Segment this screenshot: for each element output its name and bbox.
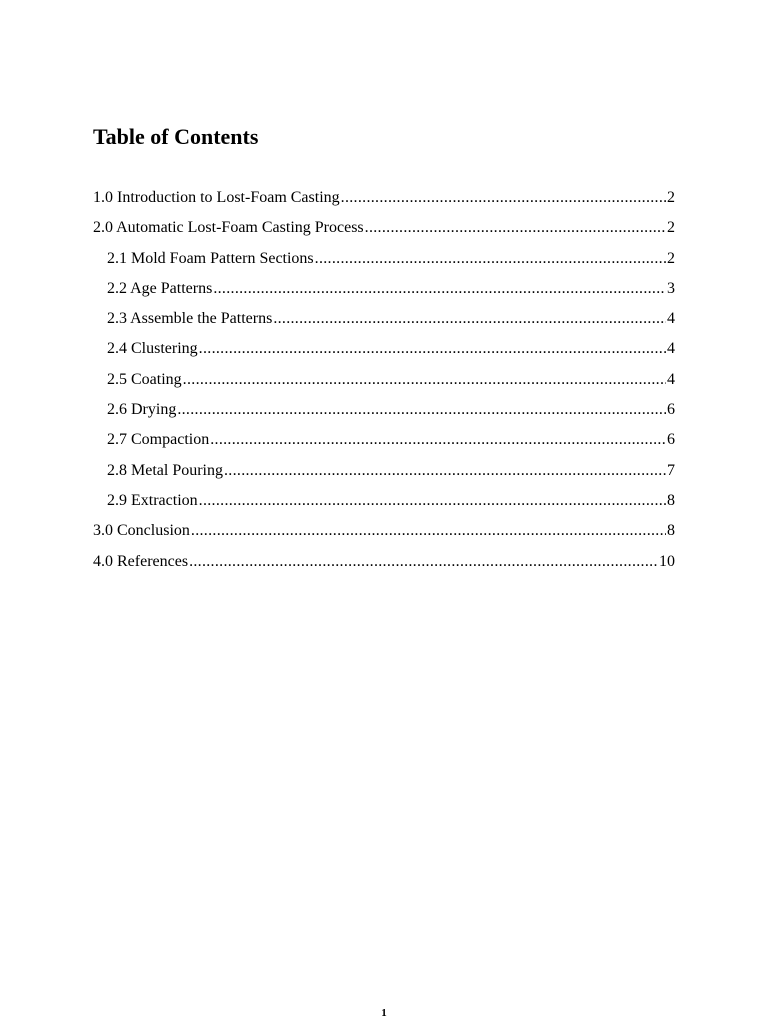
toc-entry-metal-pouring[interactable]	[93, 456, 675, 486]
toc-entry-page: 7	[667, 461, 675, 479]
toc-entry-page: 8	[667, 522, 675, 540]
toc-dot-leader	[224, 456, 666, 486]
toc-dot-leader	[199, 486, 666, 516]
toc-dot-leader	[213, 274, 666, 304]
toc-entry-page: 6	[667, 401, 675, 419]
toc-dot-leader	[341, 183, 666, 213]
toc-entry-label: 1.0 Introduction to Lost-Foam Casting	[93, 189, 340, 206]
toc-dot-leader	[210, 425, 666, 455]
toc-entry-label: 2.0 Automatic Lost-Foam Casting Process	[93, 219, 364, 237]
toc-entry-conclusion[interactable]	[93, 516, 675, 546]
toc-entry-label: 2.5 Coating	[107, 370, 182, 388]
toc-entry-page: 2	[667, 189, 675, 206]
toc-dot-leader	[199, 334, 666, 364]
toc-entry-label: 2.2 Age Patterns	[107, 279, 213, 297]
toc-dot-leader	[315, 244, 666, 274]
toc-entry-label: 2.6 Drying	[107, 401, 177, 419]
toc-entry-label: 2.7 Compaction	[107, 431, 210, 449]
toc-entry-age-patterns[interactable]	[93, 274, 675, 304]
toc-entry-mold-foam-pattern[interactable]	[93, 244, 675, 274]
toc-entry-label: 2.3 Assemble the Patterns	[107, 310, 273, 328]
toc-dot-leader	[365, 213, 666, 243]
toc-entry-page: 6	[667, 431, 675, 449]
toc-entry-page: 4	[667, 310, 675, 328]
toc-entry-page: 4	[667, 340, 675, 358]
toc-entry-coating[interactable]	[93, 365, 675, 395]
toc-entry-label: 2.8 Metal Pouring	[107, 461, 223, 479]
toc-entry-label: 2.9 Extraction	[107, 491, 198, 509]
toc-entry-compaction[interactable]	[93, 425, 675, 455]
toc-entry-label: 2.4 Clustering	[107, 340, 198, 358]
toc-dot-leader	[183, 365, 666, 395]
toc-dot-leader	[191, 516, 666, 546]
toc-entry-label: 4.0 References	[93, 552, 189, 570]
toc-entry-assemble-patterns[interactable]	[93, 304, 675, 334]
toc-dot-leader	[177, 395, 666, 425]
toc-entry-page: 2	[667, 219, 675, 237]
toc-entry-drying[interactable]	[93, 395, 675, 425]
toc-entry-references[interactable]	[93, 547, 675, 577]
toc-entry-page: 10	[659, 552, 675, 570]
toc-entry-label: 2.1 Mold Foam Pattern Sections	[107, 249, 314, 267]
toc-entry-introduction[interactable]	[93, 183, 675, 213]
page-number: 1	[381, 1007, 387, 1019]
toc-dot-leader	[273, 304, 666, 334]
toc-entry-page: 2	[667, 249, 675, 267]
toc-dot-leader	[189, 547, 658, 577]
toc-entry-extraction[interactable]	[93, 486, 675, 516]
toc-entry-automatic-process[interactable]	[93, 213, 675, 243]
toc-entry-clustering[interactable]	[93, 334, 675, 364]
toc-list	[93, 183, 675, 577]
toc-entry-page: 4	[667, 370, 675, 388]
toc-entry-page: 8	[667, 491, 675, 509]
toc-entry-page: 3	[667, 279, 675, 297]
toc-entry-label: 3.0 Conclusion	[93, 522, 190, 540]
toc-title: Table of Contents	[93, 124, 259, 149]
